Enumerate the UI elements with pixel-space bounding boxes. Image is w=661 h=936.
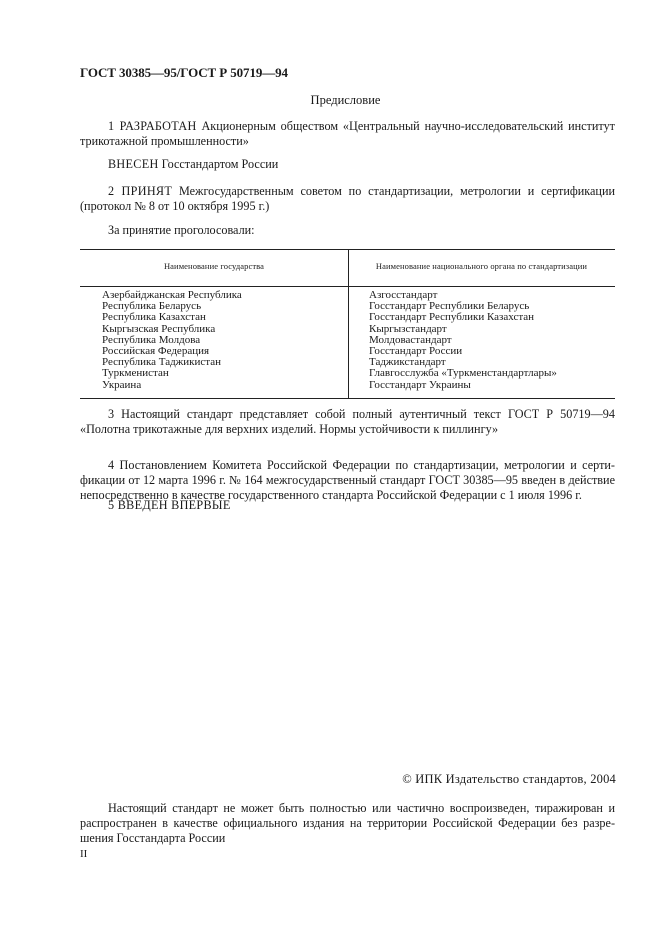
paragraph-text: шения Госстандарта России — [80, 831, 226, 845]
table-column-states — [102, 290, 242, 391]
paragraph-text: Настоящий стандарт не может быть полностью или частично воспроизведен, тиражирован и — [108, 801, 615, 815]
paragraph-voted — [80, 223, 615, 238]
table-cell-standards-body: Госстандарт Республики Беларусь — [369, 300, 530, 313]
paragraph-text: Акционерным обществом «Центральный научно-исследовательский институт — [196, 119, 615, 133]
reproduction-notice — [80, 801, 615, 846]
section-title-foreword: Предисловие — [310, 93, 381, 107]
paragraph-adopted-by — [80, 184, 615, 214]
page-number: II — [80, 848, 88, 860]
table-cell-standards-body: Таджикстандарт — [369, 356, 446, 369]
table-cell-state: Азербайджанская Республика — [102, 289, 242, 301]
paragraph-lead: 2 ПРИНЯТ — [108, 184, 173, 198]
table-cell-standards-body: Госстандарт Республики Казахстан — [369, 311, 535, 324]
table-cell-state: Республика Таджикистан — [102, 356, 221, 369]
table-cell-standards-body: Кыргызстандарт — [369, 322, 447, 335]
copyright-notice: © ИПК Издательство стандартов, 2004 — [402, 772, 616, 786]
table-cell-state: Республика Казахстан — [102, 311, 206, 324]
paragraph-text: Госстандартом России — [158, 157, 279, 171]
paragraph-text: 5 ВВЕДЕН ВПЕРВЫЕ — [108, 498, 231, 512]
paragraph-text: фикации от 12 марта 1996 г. № 164 межгосударственный стандарт ГОСТ 30385—95 введен в действие — [80, 473, 615, 487]
table-cell-standards-body: Госстандарт Украины — [369, 378, 471, 391]
paragraph-text: «Полотна трикотажные для верхних изделий. Нормы устойчивости к пиллингу» — [80, 422, 499, 436]
paragraph-lead: 1 РАЗРАБОТАН — [108, 119, 197, 133]
paragraph-lead: ВНЕСЕН — [108, 157, 159, 171]
table-cell-state: Кыргызская Республика — [102, 322, 216, 335]
paragraph-developed-by — [80, 119, 615, 149]
paragraph-text: 3 Настоящий стандарт представляет собой полный аутентичный текст ГОСТ Р 50719—94 — [108, 407, 615, 421]
table-cell-state: Республика Молдова — [102, 333, 201, 346]
table-cell-standards-body: Госстандарт России — [369, 345, 463, 358]
paragraph-text: Межгосударственным советом по стандартизации, метрологии и сертификации — [172, 184, 616, 198]
table-column-divider — [348, 250, 349, 398]
table-cell-state: Республика Беларусь — [102, 300, 202, 313]
table-cell-state: Туркменистан — [102, 367, 169, 380]
table-header-standards-body: Наименование национального органа по стандартизации — [375, 261, 588, 271]
paragraph-enactment — [80, 458, 615, 503]
paragraph-text: За принятие проголосовали: — [108, 223, 255, 237]
paragraph-text: трикотажной промышленности» — [80, 134, 249, 148]
table-cell-state: Российская Федерация — [102, 345, 210, 358]
paragraph-text: непосредственно в качестве государственного стандарта Российской Федерации с 1 июля 1996 г. — [80, 488, 582, 502]
table-column-standards-bodies — [369, 290, 557, 391]
table-header-state: Наименование государства — [163, 261, 265, 271]
table-cell-standards-body: Главгосслужба «Туркменстандартлары» — [369, 367, 557, 380]
paragraph-text: (протокол № 8 от 10 октября 1995 г.) — [80, 199, 270, 213]
document-code-header: ГОСТ 30385—95/ГОСТ Р 50719—94 — [80, 65, 288, 80]
paragraph-first-introduced — [80, 498, 615, 513]
paragraph-introduced-by — [80, 157, 615, 172]
paragraph-text: распространен в качестве официального издания на территории Российской Федерации без разре- — [80, 816, 615, 830]
table-cell-standards-body: Азгосстандарт — [369, 289, 438, 301]
paragraph-text: 4 Постановлением Комитета Российской Федерации по стандартизации, метрологии и серти- — [108, 458, 615, 472]
paragraph-authentic-text — [80, 407, 615, 437]
table-cell-standards-body: Молдовастандарт — [369, 333, 452, 346]
voting-table — [80, 249, 615, 399]
table-cell-state: Украина — [102, 378, 142, 391]
